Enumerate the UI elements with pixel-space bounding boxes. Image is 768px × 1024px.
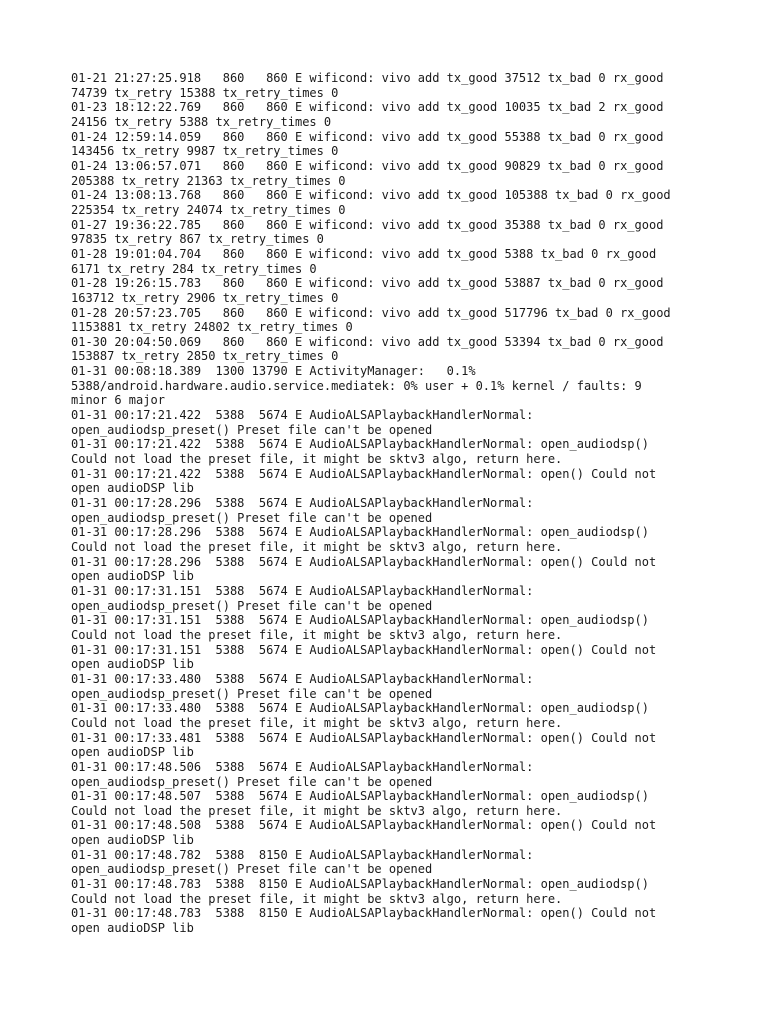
log-line: 01-31 00:17:48.782 5388 8150 E AudioALSAPlaybackHandlerNormal: (71, 847, 534, 862)
log-line: 01-28 19:26:15.783 860 860 E wificond: vivo add tx_good 53887 tx_bad 0 rx_good (71, 276, 664, 291)
log-line: 01-24 12:59:14.059 860 860 E wificond: vivo add tx_good 55388 tx_bad 0 rx_good (71, 129, 664, 144)
log-line: 163712 tx_retry 2906 tx_retry_times 0 (71, 290, 339, 305)
log-line: 01-31 00:17:21.422 5388 5674 E AudioALSAPlaybackHandlerNormal: open() Could not (71, 466, 657, 481)
log-line: 6171 tx_retry 284 tx_retry_times 0 (71, 261, 317, 276)
log-line: 01-31 00:17:48.783 5388 8150 E AudioALSAPlaybackHandlerNormal: open_audiodsp() (71, 877, 649, 892)
log-line: 5388/android.hardware.audio.service.mediatek: 0% user + 0.1% kernel / faults: 9 (71, 378, 642, 393)
log-line: open audioDSP lib (71, 833, 194, 848)
log-line: 01-31 00:17:21.422 5388 5674 E AudioALSAPlaybackHandlerNormal: (71, 408, 534, 423)
log-line: 01-31 00:17:33.480 5388 5674 E AudioALSAPlaybackHandlerNormal: (71, 671, 534, 686)
log-line: Could not load the preset file, it might be sktv3 algo, return here. (71, 803, 563, 818)
log-line: 01-31 00:17:28.296 5388 5674 E AudioALSAPlaybackHandlerNormal: open() Could not (71, 554, 657, 569)
log-line: 01-31 00:17:21.422 5388 5674 E AudioALSAPlaybackHandlerNormal: open_audiodsp() (71, 437, 649, 452)
log-line: 01-31 00:17:31.151 5388 5674 E AudioALSAPlaybackHandlerNormal: (71, 583, 534, 598)
log-line: 01-31 00:17:48.508 5388 5674 E AudioALSAPlaybackHandlerNormal: open() Could not (71, 818, 657, 833)
log-line: 74739 tx_retry 15388 tx_retry_times 0 (71, 85, 339, 100)
log-line: 143456 tx_retry 9987 tx_retry_times 0 (71, 144, 339, 159)
log-line: 153887 tx_retry 2850 tx_retry_times 0 (71, 349, 339, 364)
log-line: open audioDSP lib (71, 921, 194, 936)
log-line: 205388 tx_retry 21363 tx_retry_times 0 (71, 173, 346, 188)
log-line: open audioDSP lib (71, 569, 194, 584)
log-line: Could not load the preset file, it might be sktv3 algo, return here. (71, 452, 563, 467)
log-line: 01-31 00:17:48.506 5388 5674 E AudioALSAPlaybackHandlerNormal: (71, 759, 534, 774)
log-line: 01-21 21:27:25.918 860 860 E wificond: vivo add tx_good 37512 tx_bad 0 rx_good (71, 71, 664, 85)
log-line: open audioDSP lib (71, 657, 194, 672)
log-line: 01-30 20:04:50.069 860 860 E wificond: vivo add tx_good 53394 tx_bad 0 rx_good (71, 334, 664, 349)
log-line: 01-31 00:17:48.507 5388 5674 E AudioALSAPlaybackHandlerNormal: open_audiodsp() (71, 789, 649, 804)
log-line: 01-31 00:08:18.389 1300 13790 E ActivityManager: 0.1% (71, 364, 476, 379)
log-line: Could not load the preset file, it might be sktv3 algo, return here. (71, 891, 563, 906)
log-line: 01-23 18:12:22.769 860 860 E wificond: vivo add tx_good 10035 tx_bad 2 rx_good (71, 100, 664, 115)
log-line: 01-31 00:17:33.480 5388 5674 E AudioALSAPlaybackHandlerNormal: open_audiodsp() (71, 701, 649, 716)
log-line: 01-31 00:17:28.296 5388 5674 E AudioALSAPlaybackHandlerNormal: open_audiodsp() (71, 525, 649, 540)
log-line: 01-28 19:01:04.704 860 860 E wificond: vivo add tx_good 5388 tx_bad 0 rx_good (71, 246, 657, 261)
log-line: minor 6 major (71, 393, 165, 408)
log-line: 225354 tx_retry 24074 tx_retry_times 0 (71, 202, 346, 217)
log-line: 01-28 20:57:23.705 860 860 E wificond: vivo add tx_good 517796 tx_bad 0 rx_good (71, 305, 671, 320)
log-line: open audioDSP lib (71, 745, 194, 760)
log-line: Could not load the preset file, it might be sktv3 algo, return here. (71, 627, 563, 642)
log-line: open_audiodsp_preset() Preset file can't be opened (71, 774, 433, 789)
log-line: Could not load the preset file, it might be sktv3 algo, return here. (71, 715, 563, 730)
log-line: 24156 tx_retry 5388 tx_retry_times 0 (71, 114, 332, 129)
log-line: 01-31 00:17:28.296 5388 5674 E AudioALSAPlaybackHandlerNormal: (71, 496, 534, 511)
log-line: 01-27 19:36:22.785 860 860 E wificond: vivo add tx_good 35388 tx_bad 0 rx_good (71, 217, 664, 232)
log-line: open_audiodsp_preset() Preset file can't be opened (71, 862, 433, 877)
log-line: 01-31 00:17:33.481 5388 5674 E AudioALSAPlaybackHandlerNormal: open() Could not (71, 730, 657, 745)
log-line: open_audiodsp_preset() Preset file can't be opened (71, 510, 433, 525)
log-line: 01-31 00:17:31.151 5388 5674 E AudioALSAPlaybackHandlerNormal: open() Could not (71, 642, 657, 657)
log-line: open audioDSP lib (71, 481, 194, 496)
log-line: open_audiodsp_preset() Preset file can't be opened (71, 598, 433, 613)
log-line: open_audiodsp_preset() Preset file can't be opened (71, 422, 433, 437)
log-line: 01-24 13:08:13.768 860 860 E wificond: vivo add tx_good 105388 tx_bad 0 rx_good (71, 188, 671, 203)
log-line: 1153881 tx_retry 24802 tx_retry_times 0 (71, 320, 353, 335)
log-line: open_audiodsp_preset() Preset file can't be opened (71, 686, 433, 701)
log-line: 01-31 00:17:48.783 5388 8150 E AudioALSAPlaybackHandlerNormal: open() Could not (71, 906, 657, 921)
log-line: 97835 tx_retry 867 tx_retry_times 0 (71, 232, 324, 247)
log-line: Could not load the preset file, it might be sktv3 algo, return here. (71, 540, 563, 554)
log-document (71, 71, 711, 936)
log-line: 01-24 13:06:57.071 860 860 E wificond: vivo add tx_good 90829 tx_bad 0 rx_good (71, 158, 664, 173)
log-line: 01-31 00:17:31.151 5388 5674 E AudioALSAPlaybackHandlerNormal: open_audiodsp() (71, 613, 649, 628)
